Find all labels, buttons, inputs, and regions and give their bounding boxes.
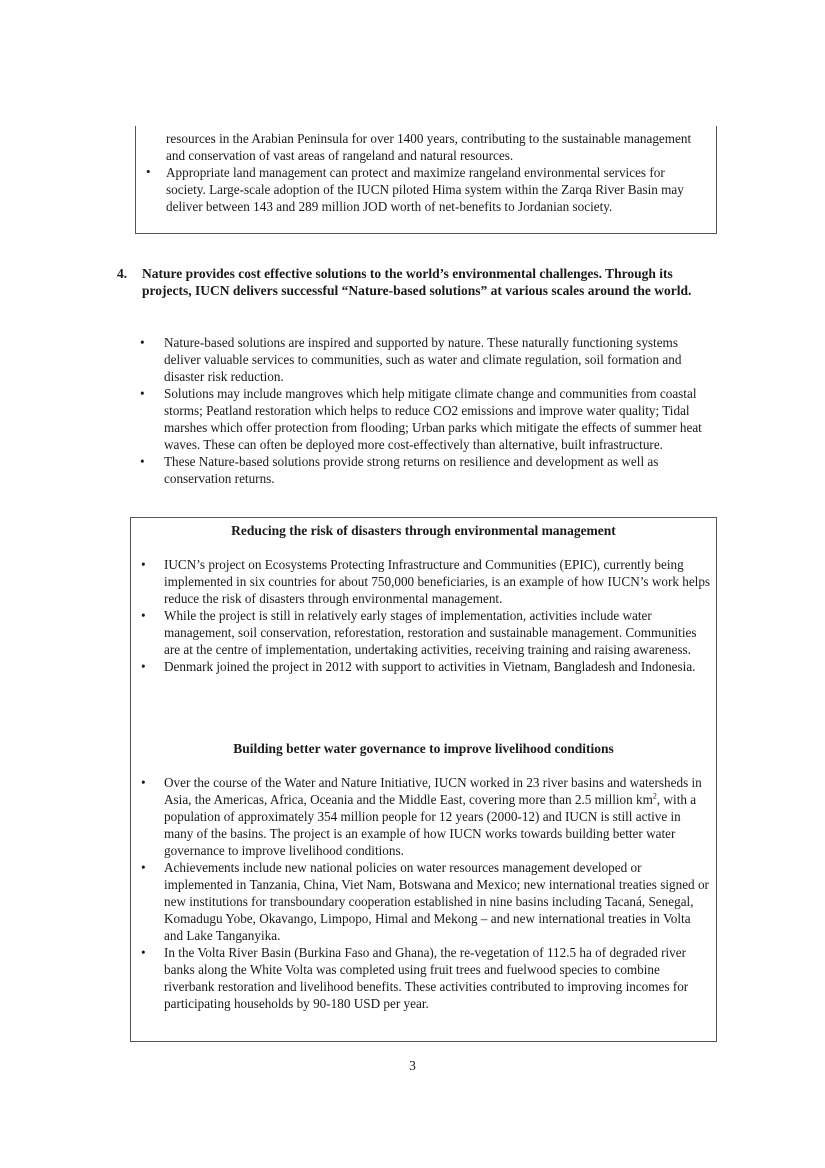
disasters-bullets	[141, 556, 711, 675]
bullet-icon: •	[146, 164, 151, 179]
hima-bullet-text: Appropriate land management can protect and maximize rangeland environmental services for society. Large-scale adoption of the IUCN piloted Hima system within the Zarqa River Basin may deliver between 143 and 289 million JOD worth of net-benefits to Jordanian society.	[166, 165, 684, 214]
box-title-water: Building better water governance to improve livelihood conditions	[233, 741, 614, 756]
box-title-disasters: Reducing the risk of disasters through environmental management	[231, 523, 616, 538]
list-item: • Nature-based solutions are inspired and supported by nature. These naturally functioning systems deliver valuable services to communities, such as water and climate regulation, soil formation and disaster risk reduction.	[140, 335, 682, 384]
bullet-icon: •	[141, 945, 146, 960]
section-4-bullets	[140, 334, 710, 487]
bullet-icon: •	[140, 454, 145, 469]
section-heading: Nature provides cost effective solutions to the world’s environmental challenges. Through its projects, IUCN delivers successful “Nature-based solutions” at various scales around the world.	[142, 266, 692, 298]
case-study-box	[130, 517, 717, 1042]
top-continuation-box	[135, 126, 717, 234]
bullet-icon: •	[141, 608, 146, 623]
list-item: • Solutions may include mangroves which help mitigate climate change and communities from coastal storms; Peatland restoration which helps to reduce CO2 emissions and improve water quality; Tidal marshes which offer protection from flooding; Urban parks which mitigate the effects of summer heat waves. These can often be deployed more cost-effectively than alternative, built infrastructure.	[140, 386, 702, 452]
page-number: 3	[409, 1058, 416, 1073]
list-item: • Achievements include new national policies on water resources management developed or implemented in Tanzania, China, Viet Nam, Botswana and Mexico; new international treaties signed or new institutions for transboundary cooperation established in nine basins including Tacaná, Senegal, Komadugu Yobe, Okavango, Limpopo, Himal and Mekong – and new international treaties in Volta and Lake Tanganyika.	[141, 860, 709, 943]
bullet-icon: •	[140, 335, 145, 350]
list-item: • These Nature-based solutions provide strong returns on resilience and development as well as conservation returns.	[140, 454, 659, 486]
list-item: • While the project is still in relatively early stages of implementation, activities include water management, soil conservation, reforestation, restoration and sustainable management. Communities are at the centre of implementation, undertaking activities, receiving training and raising awareness.	[141, 608, 697, 657]
bullet-icon: •	[141, 775, 146, 790]
list-item: • Over the course of the Water and Nature Initiative, IUCN worked in 23 river basins and watersheds in Asia, the Americas, Africa, Oceania and the Middle East, covering more than 2.5 million $km^2$, with a population of approximately 354 million people for 12 years (2000-12) and IUCN is still active in many of the basins. The project is an example of how IUCN works towards building better water governance to improve livelihood conditions.	[141, 775, 702, 858]
water-bullets	[141, 774, 711, 1012]
continuation-text: resources in the Arabian Peninsula for over 1400 years, contributing to the sustainable management and conservation of vast areas of rangeland and natural resources.	[166, 131, 692, 163]
bullet-icon: •	[141, 557, 146, 572]
list-item: • In the Volta River Basin (Burkina Faso and Ghana), the re-vegetation of 112.5 ha of degraded river banks along the White Volta was completed using fruit trees and fuelwood species to combine riverbank restoration and livelihood benefits. These activities contributed to improving incomes for participating households by 90-180 USD per year.	[141, 945, 689, 1011]
section-number: 4.	[117, 266, 128, 281]
bullet-icon: •	[141, 659, 146, 674]
bullet-icon: •	[140, 386, 145, 401]
list-item: • IUCN’s project on Ecosystems Protecting Infrastructure and Communities (EPIC), currently being implemented in six countries for about 750,000 beneficiaries, is an example of how IUCN’s work helps reduce the risk of disasters through environmental management.	[141, 557, 711, 606]
bullet-icon: •	[141, 860, 146, 875]
list-item: • Denmark joined the project in 2012 with support to activities in Vietnam, Bangladesh and Indonesia.	[141, 659, 696, 674]
